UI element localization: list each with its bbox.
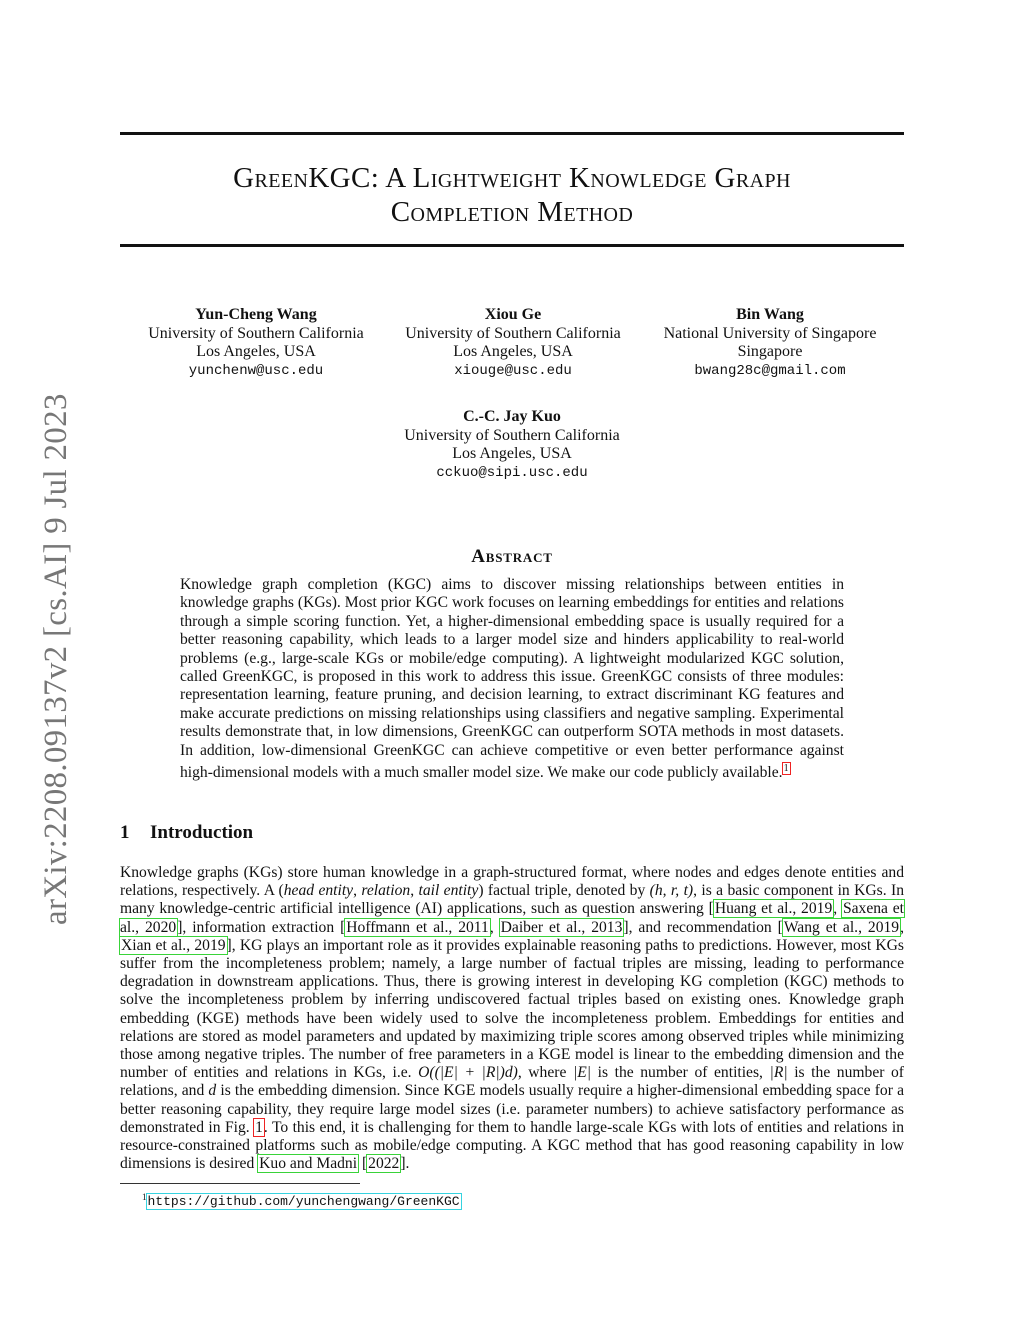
citation-link[interactable]: Kuo and Madni	[259, 1155, 358, 1173]
author-email: cckuo@sipi.usc.edu	[436, 464, 588, 481]
math-triple: (h, r, t)	[649, 882, 694, 900]
author-location: Singapore	[737, 343, 803, 360]
author-email: yunchenw@usc.edu	[188, 362, 324, 379]
author-name: C.-C. Jay Kuo	[463, 408, 561, 425]
text-run: ) factual triple, denoted by	[478, 882, 650, 900]
text-run: . To this end, it is challenging for them to handle large-scale KGs with lots of entities and relations in resource-constrained platforms such as mobile/edge computing. A KGC method that has good reasoning capability in low dimensions is desired	[120, 1118, 904, 1173]
section-number: 1	[120, 822, 130, 843]
text-run: ,	[833, 900, 842, 918]
math-relations: |R|	[769, 1064, 788, 1082]
text-run: relation	[361, 882, 411, 900]
author-3	[650, 306, 890, 380]
math-dimension: d	[208, 1082, 217, 1100]
intro-paragraph	[120, 864, 904, 1173]
abstract-text: Knowledge graph completion (KGC) aims to discover missing relationships between entities in knowledge graphs (KGs). Most prior KGC work focuses on learning embeddings for entities and relations through a simple scoring function. Yet, a higher-dimensional embedding space is usually required for a better reasoning capability, which leads to a larger model size and hinders applicability to real-world problems (e.g., large-scale KGs or mobile/edge computing). A lightweight modularized KGC solution, called GreenKGC, is proposed in this work to address this issue. GreenKGC consists of three modules: representation learning, feature pruning, and decision learning, to extract discriminant KG features and make accurate predictions on missing relationships using classifiers and negative sampling. Experimental results demonstrate that, in low dimensions, GreenKGC can outperform SOTA methods in most datasets. In addition, low-dimensional GreenKGC can achieve competitive or even better performance against high-dimensional models with a much smaller model size. We make our code publicly available.	[180, 576, 844, 782]
section-heading	[120, 822, 253, 844]
math-entities: |E|	[572, 1064, 592, 1082]
text-run: ,	[353, 882, 362, 900]
author-location: Los Angeles, USA	[452, 445, 572, 462]
section-title: Introduction	[150, 822, 254, 843]
author-affiliation: University of Southern California	[405, 324, 621, 342]
github-link[interactable]: https://github.com/yunchengwang/GreenKGC	[147, 1194, 460, 1210]
paper-title-line-1: GreenKGC: A Lightweight Knowledge Graph	[233, 162, 791, 194]
author-name: Yun-Cheng Wang	[195, 306, 317, 323]
footnote-link-1[interactable]: 1	[783, 763, 789, 775]
citation-link[interactable]: Huang et al., 2019	[714, 900, 833, 918]
author-name: Xiou Ge	[484, 306, 542, 323]
text-run: ], information extraction [	[177, 918, 346, 936]
text-run: , where	[517, 1064, 573, 1082]
footnote-mark: 1	[142, 1192, 147, 1202]
author-4	[392, 408, 632, 482]
text-run: ,	[900, 918, 905, 936]
text-run: ,	[489, 918, 500, 936]
text-run: ,	[410, 882, 419, 900]
text-run: ], and recommendation [	[623, 918, 783, 936]
author-affiliation: University of Southern California	[404, 426, 620, 444]
author-email: xiouge@usc.edu	[454, 362, 572, 379]
citation-link[interactable]: Saxena et al., 2020	[120, 900, 905, 936]
author-name: Bin Wang	[736, 306, 804, 323]
text-run: is the number of relations, and	[120, 1064, 905, 1100]
text-run: is the embedding dimension. Since KGE models usually require a higher-dimensional embedding space for a better reasoning capability, they require large model sizes (i.e. parameter numbers) to achieve satisfactory performance as demonstrated in Fig.	[120, 1082, 904, 1136]
title-bottom-rule	[120, 244, 904, 247]
title-top-rule	[120, 132, 904, 135]
footnote	[142, 1188, 461, 1211]
author-location: Los Angeles, USA	[453, 343, 573, 360]
text-run: ].	[400, 1155, 410, 1173]
math-complexity: O((|E| + |R|)d)	[418, 1064, 518, 1082]
abstract-heading: Abstract	[471, 546, 553, 567]
text-run: tail entity	[418, 882, 479, 900]
citation-link[interactable]: Xian et al., 2019	[121, 936, 226, 954]
citation-link[interactable]: Hoffmann et al., 2011	[346, 918, 489, 936]
text-run: Knowledge graphs (KGs) store human knowledge in a graph-structured format, where nodes and edges denote entities and relations, respectively. A (	[120, 864, 904, 900]
figure-link[interactable]: 1	[255, 1118, 263, 1136]
citation-link[interactable]: Daiber et al., 2013	[500, 918, 623, 936]
paper-title-line-2: Completion Method	[390, 196, 634, 228]
author-affiliation: National University of Singapore	[663, 324, 877, 342]
citation-link[interactable]: 2022	[368, 1155, 400, 1173]
text-run: [	[358, 1155, 368, 1173]
author-2	[393, 306, 633, 380]
author-email: bwang28c@gmail.com	[694, 362, 846, 379]
arxiv-stamp: arXiv:2208.09137v2 [cs.AI] 9 Jul 2023	[38, 393, 74, 925]
text-run: head entity	[283, 882, 354, 900]
abstract-body	[180, 576, 844, 783]
author-location: Los Angeles, USA	[196, 343, 316, 360]
text-run: is the number of entities,	[591, 1064, 770, 1082]
citation-link[interactable]: Wang et al., 2019	[783, 918, 900, 936]
author-affiliation: University of Southern California	[148, 324, 364, 342]
footnote-rule	[120, 1183, 360, 1184]
author-1	[136, 306, 376, 380]
text-run: ], KG plays an important role as it provides explainable reasoning paths to predictions. However, most KGs suffer from the incompleteness problem; namely, a large number of factual triples are missing, leading to performance degradation in downstream applications. Thus, there is growing interest in developing KG completion (KGC) methods to solve the incompleteness problem by inferring undiscovered factual triples based on existing ones. Knowledge graph embedding (KGE) methods have been widely used to solve the incompleteness problem. Embeddings for entities and relations are stored as model parameters and updated by maximizing triple scores among observed triples while minimizing those among negative triples. The number of free parameters in a KGE model is linear to the embedding dimension and the number of entities and relations in KGs, i.e.	[120, 936, 904, 1082]
text-run: , is a basic component in KGs. In many knowledge-centric artificial intelligence (AI) applications, such as question answering [	[120, 882, 904, 918]
